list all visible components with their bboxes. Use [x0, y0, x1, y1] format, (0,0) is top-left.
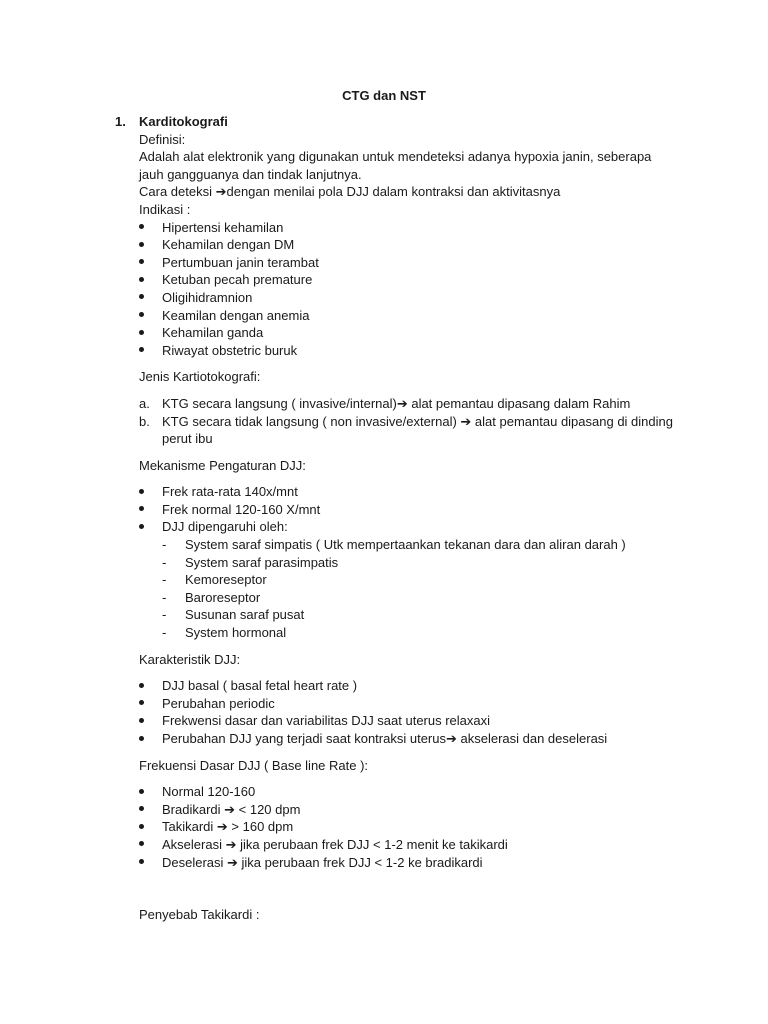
bullet-icon — [139, 312, 144, 317]
sublist-item: - System saraf simpatis ( Utk mempertaankan tekanan dara dan aliran darah ) — [162, 537, 626, 553]
bullet-icon — [139, 841, 144, 846]
bullet-icon — [139, 224, 144, 229]
jenis-list — [139, 395, 679, 448]
document-body — [115, 113, 679, 924]
definisi-text-line-2: jauh gangguanya dan tindak lanjutnya. — [139, 166, 362, 182]
list-item: Pertumbuan janin terambat — [139, 254, 679, 272]
document-title: CTG dan NST — [342, 88, 426, 103]
bullet-icon — [139, 789, 144, 794]
sublist-item: - Susunan saraf pusat — [162, 607, 305, 623]
dash-marker: - — [162, 607, 167, 623]
list-item: Kehamilan dengan DM — [139, 236, 679, 254]
bullet-icon — [139, 683, 144, 688]
sublist-item: - System hormonal — [162, 625, 287, 641]
list-item: Ketuban pecah premature — [139, 271, 679, 289]
bullet-icon — [139, 859, 144, 864]
list-item: Hipertensi kehamilan — [139, 219, 679, 237]
mekanisme-label: Mekanisme Pengaturan DJJ: — [139, 457, 306, 473]
bullet-icon — [139, 294, 144, 299]
list-item: DJJ dipengaruhi oleh: — [139, 518, 679, 536]
list-item: Frekwensi dasar dan variabilitas DJJ saat uterus relaxaxi — [139, 712, 679, 730]
bullet-icon — [139, 806, 144, 811]
list-item: Frek normal 120-160 X/mnt — [139, 501, 679, 519]
bullet-icon — [139, 718, 144, 723]
bullet-icon — [139, 330, 144, 335]
list-item: Frek rata-rata 140x/mnt — [139, 483, 679, 501]
dash-marker: - — [162, 537, 167, 553]
list-item: Perubahan periodic — [139, 695, 679, 713]
bullet-icon — [139, 277, 144, 282]
bullet-icon — [139, 242, 144, 247]
bullet-icon — [139, 259, 144, 264]
list-item: Oligihidramnion — [139, 289, 679, 307]
list-item: Riwayat obstetric buruk — [139, 342, 679, 360]
penyebab-label: Penyebab Takikardi : — [139, 907, 260, 923]
dash-marker: - — [162, 625, 167, 641]
cara-deteksi-text: Cara deteksi ➔dengan menilai pola DJJ dalam kontraksi dan aktivitasnya — [139, 184, 561, 200]
list-item: Bradikardi ➔ < 120 dpm — [139, 801, 679, 819]
sublist-item: - System saraf parasimpatis — [162, 554, 339, 570]
dipengaruhi-sublist — [139, 536, 679, 642]
list-item: b. KTG secara tidak langsung ( non invasive/external) ➔ alat pemantau dipasang di dinding perut ibu — [139, 413, 673, 447]
indikasi-list — [139, 219, 679, 360]
dash-marker: - — [162, 589, 167, 605]
list-item: a. KTG secara langsung ( invasive/internal)➔ alat pemantau dipasang dalam Rahim — [139, 395, 631, 411]
list-item: Keamilan dengan anemia — [139, 307, 679, 325]
list-item: Kehamilan ganda — [139, 324, 679, 342]
section-heading — [115, 113, 679, 131]
list-item: Deselerasi ➔ jika perubaan frek DJJ < 1-2 ke bradikardi — [139, 854, 679, 872]
list-marker: b. — [139, 413, 150, 429]
karakteristik-list — [139, 677, 679, 747]
definisi-label: Definisi: — [139, 131, 186, 147]
definisi-text-line-1: Adalah alat elektronik yang digunakan untuk mendeteksi adanya hypoxia janin, seberapa — [139, 149, 652, 165]
list-item: Perubahan DJJ yang terjadi saat kontraksi uterus➔ akselerasi dan deselerasi — [139, 730, 679, 748]
dash-marker: - — [162, 572, 167, 588]
sublist-item: - Baroreseptor — [162, 589, 261, 605]
list-item: Takikardi ➔ > 160 dpm — [139, 818, 679, 836]
bullet-icon — [139, 506, 144, 511]
list-marker: a. — [139, 395, 150, 411]
sublist-item: - Kemoreseptor — [162, 572, 267, 588]
mekanisme-list — [139, 483, 679, 536]
list-item: DJJ basal ( basal fetal heart rate ) — [139, 677, 679, 695]
karakteristik-label: Karakteristik DJJ: — [139, 651, 241, 667]
bullet-icon — [139, 524, 144, 529]
frekuensi-label: Frekuensi Dasar DJJ ( Base line Rate ): — [139, 757, 369, 773]
bullet-icon — [139, 347, 144, 352]
bullet-icon — [139, 736, 144, 741]
dash-marker: - — [162, 554, 167, 570]
bullet-icon — [139, 489, 144, 494]
bullet-icon — [139, 700, 144, 705]
list-item: Normal 120-160 — [139, 783, 679, 801]
section-title: Karditokografi — [139, 114, 228, 129]
jenis-label: Jenis Kartiotokografi: — [139, 369, 261, 385]
bullet-icon — [139, 824, 144, 829]
frekuensi-list — [139, 783, 679, 871]
list-item: Akselerasi ➔ jika perubaan frek DJJ < 1-2 menit ke takikardi — [139, 836, 679, 854]
section-number: 1. — [115, 114, 126, 129]
indikasi-label: Indikasi : — [139, 201, 191, 217]
